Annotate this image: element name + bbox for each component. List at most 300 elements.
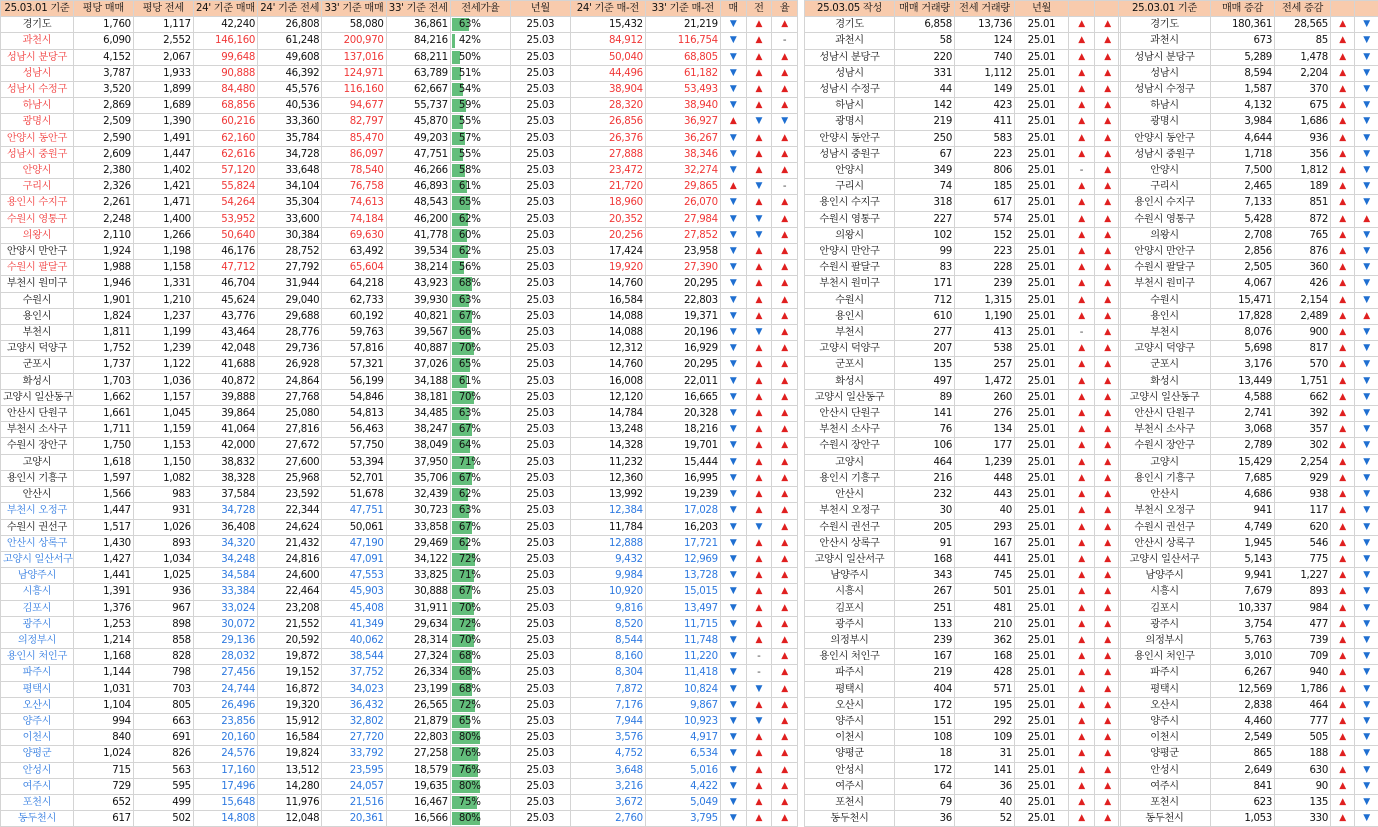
table-row [1119, 211, 1378, 227]
value-cell: 21,720 [570, 179, 645, 195]
year-month: 25.01 [1015, 454, 1069, 470]
value-cell: 938 [1275, 487, 1331, 503]
value-cell: 840 [73, 730, 133, 746]
value-cell: 1,253 [73, 616, 133, 632]
trend-arrow-icon: ▼ [1355, 584, 1378, 600]
ratio-value: 63% [451, 295, 481, 306]
trend-arrow-icon: ▲ [1331, 163, 1355, 179]
year-month: 25.01 [1015, 519, 1069, 535]
value-cell: 1,686 [1275, 114, 1331, 130]
trend-arrow-icon: ▲ [772, 146, 798, 162]
value-cell: 94,677 [322, 98, 386, 114]
table-row [1, 811, 798, 827]
value-cell: 37,752 [322, 665, 386, 681]
region-name: 수원시 영통구 [1119, 211, 1211, 227]
year-month: 25.01 [1015, 227, 1069, 243]
year-month: 25.03 [510, 730, 570, 746]
value-cell: 1,190 [955, 308, 1015, 324]
year-month: 25.01 [1015, 632, 1069, 648]
table-row [1119, 794, 1378, 810]
trend-arrow-icon: ▼ [720, 82, 746, 98]
value-cell: 583 [955, 130, 1015, 146]
value-cell: 34,188 [386, 373, 450, 389]
year-month: 25.01 [1015, 244, 1069, 260]
trend-arrow-icon: ▲ [772, 325, 798, 341]
ratio-value: 71% [451, 570, 481, 581]
trend-arrow-icon: ▲ [772, 82, 798, 98]
trend-arrow-icon: ▼ [1355, 325, 1378, 341]
trend-arrow-icon: ▲ [772, 308, 798, 324]
table-row [1119, 487, 1378, 503]
region-name: 안산시 [1, 487, 74, 503]
value-cell: 893 [133, 535, 193, 551]
region-name: 안산시 상록구 [1119, 535, 1211, 551]
table-row [1, 82, 798, 98]
region-name: 안산시 단원구 [805, 406, 895, 422]
value-cell: 4,917 [645, 730, 720, 746]
value-cell: 20,196 [645, 325, 720, 341]
value-cell: 42,240 [193, 17, 257, 33]
region-name: 성남시 분당구 [1119, 49, 1211, 65]
value-cell: 19,320 [258, 697, 322, 713]
trend-arrow-icon: ▲ [772, 65, 798, 81]
value-cell: 46,392 [258, 65, 322, 81]
trend-arrow-icon: ▲ [746, 389, 772, 405]
value-cell: 1,491 [133, 130, 193, 146]
price-header-cell: 25.03.01 기준 [1, 1, 74, 17]
value-cell: 68,856 [193, 98, 257, 114]
value-cell: 426 [1275, 276, 1331, 292]
trend-arrow-icon: ▲ [1095, 179, 1121, 195]
trend-arrow-icon: ▲ [1069, 244, 1095, 260]
trend-arrow-icon: ▼ [1355, 130, 1378, 146]
price-header-cell: 전세가율 [450, 1, 510, 17]
jeonse-ratio-cell [450, 616, 510, 632]
trend-arrow-icon: ▼ [720, 487, 746, 503]
trend-arrow-icon: ▲ [1069, 713, 1095, 729]
region-name: 파주시 [1, 665, 74, 681]
table-row [1, 130, 798, 146]
region-name: 안양시 [805, 163, 895, 179]
table-row [805, 746, 1121, 762]
trend-arrow-icon: ▲ [1331, 454, 1355, 470]
region-name: 용인시 처인구 [1119, 649, 1211, 665]
value-cell: 26,376 [570, 130, 645, 146]
value-cell: 64 [895, 778, 955, 794]
value-cell: 36,432 [322, 697, 386, 713]
trend-arrow-icon: ▼ [1355, 487, 1378, 503]
value-cell: 1,036 [133, 373, 193, 389]
trend-arrow-icon: ▲ [746, 406, 772, 422]
value-cell: 22,011 [645, 373, 720, 389]
trend-arrow-icon: ▲ [772, 681, 798, 697]
value-cell: 17,496 [193, 778, 257, 794]
value-cell: 12,048 [258, 811, 322, 827]
value-cell: 1,899 [133, 82, 193, 98]
region-name: 고양시 일산서구 [1, 551, 74, 567]
table-row [1, 697, 798, 713]
value-cell: 1,566 [73, 487, 133, 503]
table-row [1, 519, 798, 535]
price-table-header [1, 1, 798, 17]
value-cell: 3,984 [1211, 114, 1275, 130]
trend-arrow-icon: ▲ [1069, 98, 1095, 114]
value-cell: 1,239 [955, 454, 1015, 470]
trend-arrow-icon: ▼ [1355, 649, 1378, 665]
value-cell: 220 [895, 49, 955, 65]
table-row [1, 244, 798, 260]
value-cell: 423 [955, 98, 1015, 114]
table-row [805, 632, 1121, 648]
table-row [805, 730, 1121, 746]
trend-arrow-icon: ▲ [1069, 227, 1095, 243]
trend-arrow-icon: ▲ [1331, 794, 1355, 810]
trend-arrow-icon: ▲ [746, 632, 772, 648]
value-cell: 16,995 [645, 470, 720, 486]
price-header-cell: 33' 기준 매-전 [645, 1, 720, 17]
table-row [1, 762, 798, 778]
value-cell: 630 [1275, 762, 1331, 778]
region-name: 수원시 팔달구 [805, 260, 895, 276]
value-cell: 85 [1275, 33, 1331, 49]
region-name: 부천시 오정구 [805, 503, 895, 519]
trend-arrow-icon: ▼ [720, 778, 746, 794]
trend-arrow-icon: ▼ [1355, 146, 1378, 162]
value-cell: 26,334 [386, 665, 450, 681]
value-cell: 293 [955, 519, 1015, 535]
value-cell: 30,072 [193, 616, 257, 632]
region-name: 과천시 [805, 33, 895, 49]
ratio-value: 72% [451, 700, 481, 711]
value-cell: 2,741 [1211, 406, 1275, 422]
table-row [805, 406, 1121, 422]
table-row [1, 551, 798, 567]
value-cell: 994 [73, 713, 133, 729]
region-name: 하남시 [805, 98, 895, 114]
table-row [1119, 697, 1378, 713]
value-cell: 22,803 [386, 730, 450, 746]
value-cell: 1,024 [73, 746, 133, 762]
region-name: 고양시 일산동구 [1, 389, 74, 405]
table-row [805, 211, 1121, 227]
trend-arrow-icon: ▼ [1355, 713, 1378, 729]
region-name: 성남시 [1119, 65, 1211, 81]
value-cell: 26,070 [645, 195, 720, 211]
value-cell: 1,214 [73, 632, 133, 648]
value-cell: 841 [1211, 778, 1275, 794]
value-cell: 188 [1275, 746, 1331, 762]
trend-arrow-icon: ▲ [746, 244, 772, 260]
value-cell: 40 [955, 794, 1015, 810]
value-cell: 57,816 [322, 341, 386, 357]
year-month: 25.01 [1015, 308, 1069, 324]
value-cell: 90,888 [193, 65, 257, 81]
jeonse-ratio-cell [450, 487, 510, 503]
trend-arrow-icon: ▲ [1331, 503, 1355, 519]
value-cell: 16,467 [386, 794, 450, 810]
value-cell: 22,464 [258, 584, 322, 600]
trend-arrow-icon: ▲ [1095, 357, 1121, 373]
value-cell: 16,584 [570, 292, 645, 308]
value-cell: 872 [1275, 211, 1331, 227]
value-cell: 141 [895, 406, 955, 422]
trend-arrow-icon: ▲ [1069, 681, 1095, 697]
trend-arrow-icon: ▲ [746, 195, 772, 211]
trend-arrow-icon: ▲ [1095, 794, 1121, 810]
table-row [805, 438, 1121, 454]
trend-arrow-icon: ▲ [1069, 17, 1095, 33]
value-cell: 13,728 [645, 568, 720, 584]
value-cell: 19,920 [570, 260, 645, 276]
value-cell: 2,326 [73, 179, 133, 195]
trend-arrow-icon: ▲ [772, 357, 798, 373]
value-cell: 116,754 [645, 33, 720, 49]
jeonse-ratio-cell [450, 179, 510, 195]
value-cell: 5,049 [645, 794, 720, 810]
value-cell: 52 [955, 811, 1015, 827]
value-cell: 1,662 [73, 389, 133, 405]
jeonse-ratio-cell [450, 535, 510, 551]
value-cell: 24,600 [258, 568, 322, 584]
table-row [805, 114, 1121, 130]
trend-arrow-icon: ▲ [1331, 179, 1355, 195]
trend-arrow-icon: ▲ [1069, 130, 1095, 146]
trend-arrow-icon: ▲ [1069, 146, 1095, 162]
value-cell: 21,516 [322, 794, 386, 810]
trend-arrow-icon: ▼ [1355, 389, 1378, 405]
table-row [805, 649, 1121, 665]
region-name: 부천시 원미구 [1, 276, 74, 292]
jeonse-ratio-cell [450, 438, 510, 454]
table-row [1119, 357, 1378, 373]
price-header-cell: 매 [720, 1, 746, 17]
trend-arrow-icon: ▼ [746, 179, 772, 195]
value-cell: 41,064 [193, 422, 257, 438]
value-cell: 33,600 [258, 211, 322, 227]
value-cell: 15,912 [258, 713, 322, 729]
value-cell: 1,447 [133, 146, 193, 162]
value-cell: 42,048 [193, 341, 257, 357]
jeonse-ratio-cell [450, 17, 510, 33]
trend-arrow-icon: ▼ [720, 665, 746, 681]
ratio-value: 67% [451, 522, 481, 533]
value-cell: 172 [895, 762, 955, 778]
value-cell: 27,324 [386, 649, 450, 665]
trend-arrow-icon: ▲ [772, 811, 798, 827]
ratio-value: 70% [451, 603, 481, 614]
table-row [1119, 130, 1378, 146]
value-cell: 1,760 [73, 17, 133, 33]
region-name: 용인시 [805, 308, 895, 324]
value-cell: 180,361 [1211, 17, 1275, 33]
table-row [1, 746, 798, 762]
value-cell: 86,097 [322, 146, 386, 162]
trend-arrow-icon: ▲ [1069, 179, 1095, 195]
year-month: 25.01 [1015, 535, 1069, 551]
value-cell: 40,872 [193, 373, 257, 389]
price-header-cell: 년월 [510, 1, 570, 17]
trend-arrow-icon: ▲ [1095, 422, 1121, 438]
table-row [1119, 454, 1378, 470]
trend-arrow-icon: ▼ [1355, 811, 1378, 827]
value-cell: 15,471 [1211, 292, 1275, 308]
value-cell: 45,408 [322, 600, 386, 616]
value-cell: 40,887 [386, 341, 450, 357]
ratio-value: 61% [451, 181, 481, 192]
region-name: 수원시 영통구 [1, 211, 74, 227]
value-cell: 3,010 [1211, 649, 1275, 665]
trend-arrow-icon: ▲ [1331, 195, 1355, 211]
jeonse-ratio-cell [450, 568, 510, 584]
region-name: 안산시 단원구 [1119, 406, 1211, 422]
value-cell: 36,267 [645, 130, 720, 146]
volume-header-cell [1095, 1, 1121, 17]
trend-arrow-icon: ▲ [1331, 308, 1355, 324]
trend-arrow-icon: ▲ [1069, 568, 1095, 584]
value-cell: 99,648 [193, 49, 257, 65]
region-name: 남양주시 [1, 568, 74, 584]
trend-arrow-icon: ▼ [720, 697, 746, 713]
value-cell: 5,698 [1211, 341, 1275, 357]
value-cell: 149 [955, 82, 1015, 98]
trend-arrow-icon: ▲ [772, 389, 798, 405]
trend-arrow-icon: ▼ [720, 389, 746, 405]
value-cell: 497 [895, 373, 955, 389]
region-name: 군포시 [1119, 357, 1211, 373]
value-cell: 28,752 [258, 244, 322, 260]
year-month: 25.01 [1015, 470, 1069, 486]
trend-arrow-icon: ▲ [772, 244, 798, 260]
trend-arrow-icon: ▲ [1095, 130, 1121, 146]
trend-arrow-icon: ▲ [746, 762, 772, 778]
jeonse-ratio-cell [450, 503, 510, 519]
value-cell: 5,763 [1211, 632, 1275, 648]
trend-arrow-icon: ▲ [746, 341, 772, 357]
jeonse-ratio-cell [450, 632, 510, 648]
value-cell: 109 [955, 730, 1015, 746]
table-row [805, 341, 1121, 357]
value-cell: 7,500 [1211, 163, 1275, 179]
value-cell: 18,960 [570, 195, 645, 211]
value-cell: 37,026 [386, 357, 450, 373]
year-month: 25.03 [510, 325, 570, 341]
trend-arrow-icon: ▲ [1331, 292, 1355, 308]
value-cell: 652 [73, 794, 133, 810]
value-cell: 20,295 [645, 276, 720, 292]
value-cell: 12,120 [570, 389, 645, 405]
value-cell: 15,015 [645, 584, 720, 600]
value-cell: 133 [895, 616, 955, 632]
trend-arrow-icon: ▲ [1095, 584, 1121, 600]
value-cell: 74,184 [322, 211, 386, 227]
value-cell: 27,816 [258, 422, 322, 438]
year-month: 25.03 [510, 487, 570, 503]
value-cell: 62,667 [386, 82, 450, 98]
value-cell: 775 [1275, 551, 1331, 567]
region-name: 군포시 [805, 357, 895, 373]
value-cell: 31 [955, 746, 1015, 762]
value-cell: 55,737 [386, 98, 450, 114]
jeonse-ratio-cell [450, 292, 510, 308]
value-cell: 9,984 [570, 568, 645, 584]
trend-arrow-icon: ▼ [746, 211, 772, 227]
trend-arrow-icon: ▲ [1331, 519, 1355, 535]
trend-arrow-icon: ▲ [1355, 211, 1378, 227]
trend-arrow-icon: ▲ [1069, 551, 1095, 567]
year-month: 25.03 [510, 341, 570, 357]
value-cell: 116,160 [322, 82, 386, 98]
value-cell: 362 [955, 632, 1015, 648]
value-cell: 260 [955, 389, 1015, 405]
value-cell: 43,923 [386, 276, 450, 292]
value-cell: 5,428 [1211, 211, 1275, 227]
value-cell: 931 [133, 503, 193, 519]
value-cell: 57,120 [193, 163, 257, 179]
year-month: 25.03 [510, 551, 570, 567]
year-month: 25.01 [1015, 146, 1069, 162]
value-cell: 1,331 [133, 276, 193, 292]
year-month: 25.03 [510, 292, 570, 308]
jeonse-ratio-cell [450, 325, 510, 341]
value-cell: 3,672 [570, 794, 645, 810]
trend-arrow-icon: ▲ [1095, 632, 1121, 648]
value-cell: 41,688 [193, 357, 257, 373]
trend-arrow-icon: ▲ [772, 227, 798, 243]
value-cell: 67 [895, 146, 955, 162]
value-cell: 3,787 [73, 65, 133, 81]
value-cell: 27,720 [322, 730, 386, 746]
trend-arrow-icon: ▲ [1331, 341, 1355, 357]
table-row [805, 535, 1121, 551]
table-row [1119, 503, 1378, 519]
value-cell: 740 [955, 49, 1015, 65]
trend-arrow-icon: ▲ [772, 535, 798, 551]
value-cell: 172 [895, 697, 955, 713]
value-cell: 61,248 [258, 33, 322, 49]
trend-arrow-icon: ▼ [720, 535, 746, 551]
table-row [1119, 49, 1378, 65]
trend-arrow-icon: ▲ [1095, 778, 1121, 794]
trend-arrow-icon: ▼ [720, 227, 746, 243]
region-name: 수원시 장안구 [1, 438, 74, 454]
jeonse-ratio-cell [450, 33, 510, 49]
value-cell: 617 [73, 811, 133, 827]
value-cell: 13,248 [570, 422, 645, 438]
jeonse-ratio-cell [450, 697, 510, 713]
value-cell: 239 [955, 276, 1015, 292]
trend-arrow-icon: ▲ [746, 33, 772, 49]
value-cell: 805 [133, 697, 193, 713]
value-cell: 23,208 [258, 600, 322, 616]
region-name: 안성시 [1119, 762, 1211, 778]
value-cell: 29,736 [258, 341, 322, 357]
value-cell: 38,940 [645, 98, 720, 114]
value-cell: 1,812 [1275, 163, 1331, 179]
value-cell: 152 [955, 227, 1015, 243]
trend-arrow-icon: ▼ [720, 292, 746, 308]
year-month: 25.03 [510, 584, 570, 600]
trend-arrow-icon: ▲ [1095, 487, 1121, 503]
trend-arrow-icon: ▲ [1069, 616, 1095, 632]
trend-arrow-icon: ▼ [720, 762, 746, 778]
value-cell: 20,160 [193, 730, 257, 746]
trend-arrow-icon: ▼ [720, 163, 746, 179]
change-header-cell: 25.03.01 기준 [1119, 1, 1211, 17]
trend-arrow-icon: ▲ [746, 65, 772, 81]
value-cell: 2,261 [73, 195, 133, 211]
trend-arrow-icon: ▲ [772, 503, 798, 519]
value-cell: 7,133 [1211, 195, 1275, 211]
